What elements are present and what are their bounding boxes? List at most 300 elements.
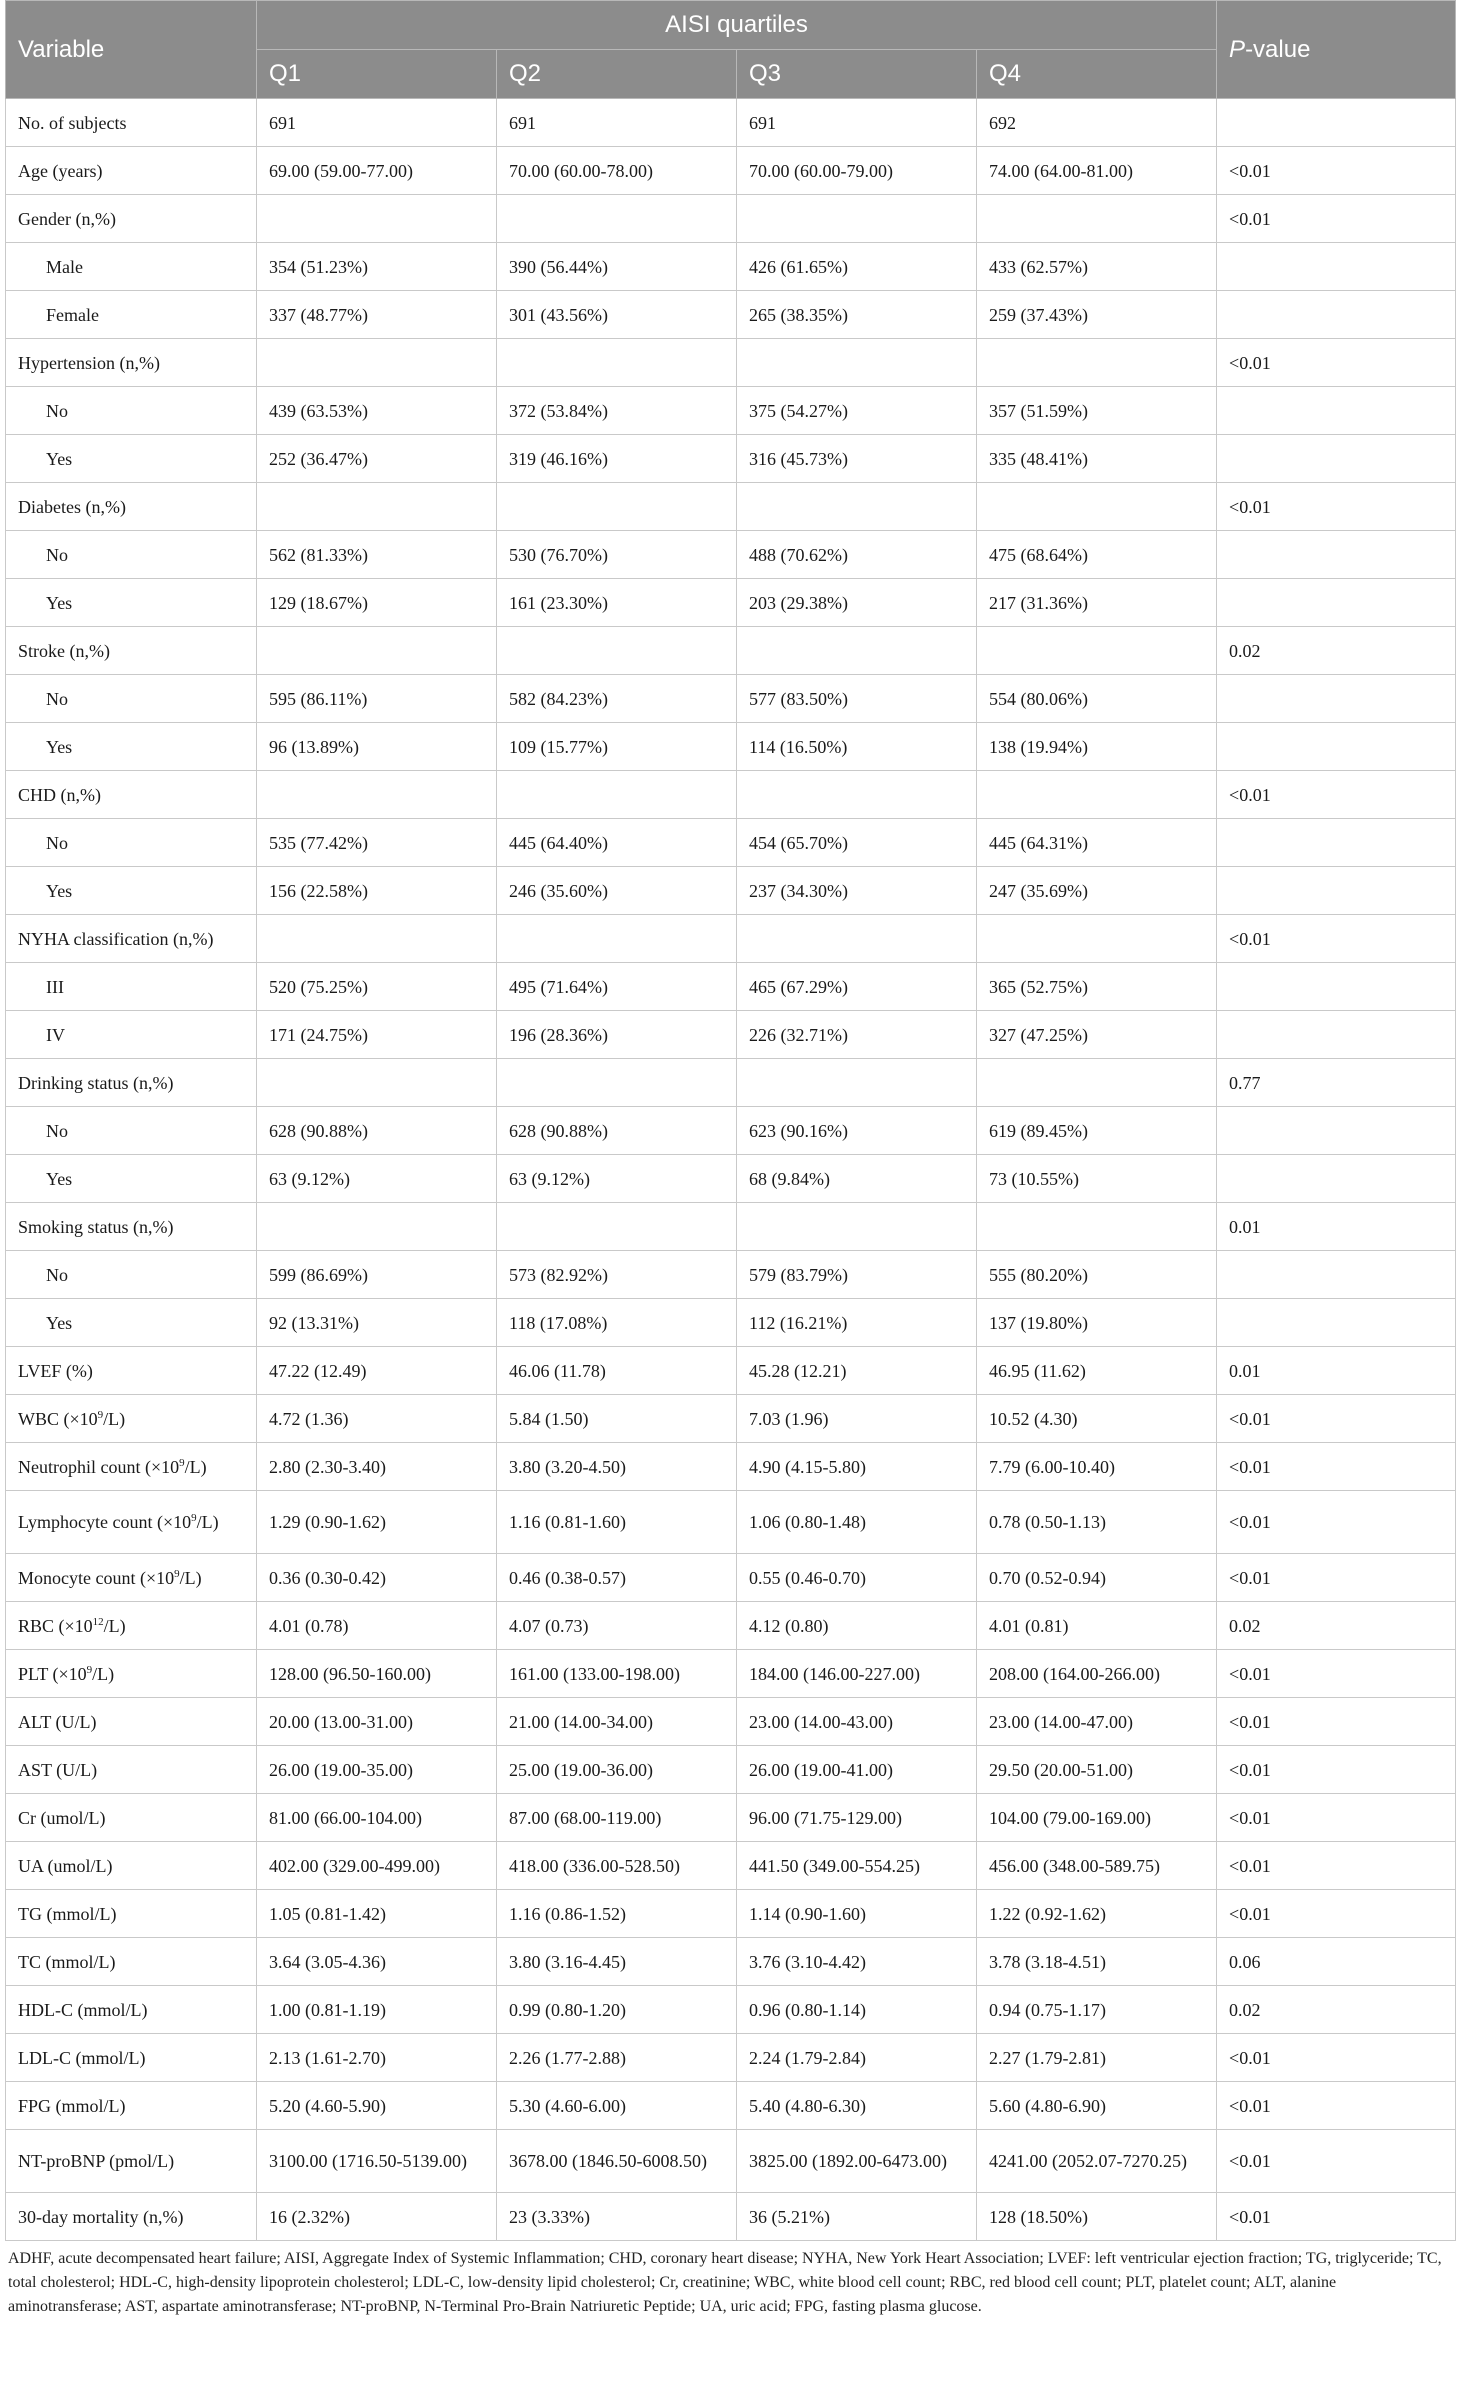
q2-cell: 21.00 (14.00-34.00) — [497, 1698, 737, 1746]
row-label — [6, 1347, 257, 1395]
table-row — [6, 483, 1456, 531]
q4-cell: 137 (19.80%) — [977, 1299, 1217, 1347]
q3-cell: 5.40 (4.80-6.30) — [737, 2082, 977, 2130]
table-row — [6, 1602, 1456, 1650]
row-label — [6, 1011, 257, 1059]
q2-cell: 573 (82.92%) — [497, 1251, 737, 1299]
q4-cell: 138 (19.94%) — [977, 723, 1217, 771]
q3-cell: 265 (38.35%) — [737, 291, 977, 339]
q3-cell: 114 (16.50%) — [737, 723, 977, 771]
q2-cell: 691 — [497, 99, 737, 147]
q2-cell: 46.06 (11.78) — [497, 1347, 737, 1395]
q3-cell: 465 (67.29%) — [737, 963, 977, 1011]
q1-cell — [257, 195, 497, 243]
q4-cell: 4241.00 (2052.07-7270.25) — [977, 2130, 1217, 2193]
q4-cell: 365 (52.75%) — [977, 963, 1217, 1011]
q3-cell — [737, 483, 977, 531]
q1-cell: 20.00 (13.00-31.00) — [257, 1698, 497, 1746]
row-label — [6, 387, 257, 435]
q4-cell: 217 (31.36%) — [977, 579, 1217, 627]
q4-cell: 23.00 (14.00-47.00) — [977, 1698, 1217, 1746]
q2-cell: 196 (28.36%) — [497, 1011, 737, 1059]
q4-cell: 5.60 (4.80-6.90) — [977, 2082, 1217, 2130]
q1-cell — [257, 1059, 497, 1107]
p-value-cell — [1217, 1251, 1456, 1299]
row-label-text: WBC (×10 — [18, 1408, 98, 1429]
q2-cell — [497, 483, 737, 531]
q1-cell: 252 (36.47%) — [257, 435, 497, 483]
table-row — [6, 1890, 1456, 1938]
q1-cell: 535 (77.42%) — [257, 819, 497, 867]
row-label-text: Gender (n,%) — [18, 208, 116, 229]
q2-cell: 1.16 (0.81-1.60) — [497, 1491, 737, 1554]
row-label — [6, 2130, 257, 2193]
row-label-exponent: 9 — [191, 1512, 197, 1524]
header-p-value — [1217, 1, 1456, 99]
table-row — [6, 819, 1456, 867]
table-body — [6, 99, 1456, 2241]
p-value-cell: <0.01 — [1217, 1554, 1456, 1602]
row-label-text: Yes — [46, 1168, 73, 1189]
row-label — [6, 963, 257, 1011]
row-label-text: Monocyte count (×10 — [18, 1567, 175, 1588]
q4-cell: 0.94 (0.75-1.17) — [977, 1986, 1217, 2034]
table-row — [6, 147, 1456, 195]
p-value-cell: 0.02 — [1217, 1986, 1456, 2034]
row-label-text: Neutrophil count (×10 — [18, 1456, 180, 1477]
q4-cell: 1.22 (0.92-1.62) — [977, 1890, 1217, 1938]
row-label — [6, 2082, 257, 2130]
p-value-cell — [1217, 387, 1456, 435]
row-label — [6, 579, 257, 627]
q2-cell: 2.26 (1.77-2.88) — [497, 2034, 737, 2082]
q4-cell: 433 (62.57%) — [977, 243, 1217, 291]
q2-cell: 5.84 (1.50) — [497, 1395, 737, 1443]
q3-cell — [737, 1203, 977, 1251]
p-value-cell: <0.01 — [1217, 339, 1456, 387]
q2-cell: 25.00 (19.00-36.00) — [497, 1746, 737, 1794]
q3-cell: 26.00 (19.00-41.00) — [737, 1746, 977, 1794]
table-row — [6, 1107, 1456, 1155]
row-label — [6, 1395, 257, 1443]
row-label-text: LDL-C (mmol/L) — [18, 2047, 146, 2068]
table-row — [6, 675, 1456, 723]
table-row — [6, 1650, 1456, 1698]
table-row — [6, 387, 1456, 435]
row-label-text: Diabetes (n,%) — [18, 496, 126, 517]
row-label — [6, 2193, 257, 2241]
q4-cell: 619 (89.45%) — [977, 1107, 1217, 1155]
table-row — [6, 1698, 1456, 1746]
p-value-cell: <0.01 — [1217, 1794, 1456, 1842]
q3-cell: 96.00 (71.75-129.00) — [737, 1794, 977, 1842]
header-p-prefix: P — [1229, 35, 1246, 63]
p-value-cell — [1217, 435, 1456, 483]
row-label — [6, 867, 257, 915]
q2-cell: 3.80 (3.20-4.50) — [497, 1443, 737, 1491]
q4-cell: 554 (80.06%) — [977, 675, 1217, 723]
table-row — [6, 723, 1456, 771]
table-row — [6, 2034, 1456, 2082]
q2-cell: 23 (3.33%) — [497, 2193, 737, 2241]
q3-cell: 23.00 (14.00-43.00) — [737, 1698, 977, 1746]
p-value-cell: <0.01 — [1217, 1491, 1456, 1554]
row-label — [6, 1938, 257, 1986]
row-label — [6, 1698, 257, 1746]
row-label — [6, 1842, 257, 1890]
q3-cell: 68 (9.84%) — [737, 1155, 977, 1203]
row-label-unit: /L) — [103, 1615, 126, 1636]
q1-cell: 4.01 (0.78) — [257, 1602, 497, 1650]
q1-cell: 92 (13.31%) — [257, 1299, 497, 1347]
header-q2: Q2 — [497, 50, 737, 99]
q3-cell: 36 (5.21%) — [737, 2193, 977, 2241]
row-label-text: Age (years) — [18, 160, 103, 181]
row-label-text: HDL-C (mmol/L) — [18, 1999, 148, 2020]
q1-cell: 2.13 (1.61-2.70) — [257, 2034, 497, 2082]
q3-cell: 237 (34.30%) — [737, 867, 977, 915]
p-value-cell: 0.77 — [1217, 1059, 1456, 1107]
q2-cell: 445 (64.40%) — [497, 819, 737, 867]
q1-cell — [257, 339, 497, 387]
q2-cell — [497, 771, 737, 819]
q2-cell: 3678.00 (1846.50-6008.50) — [497, 2130, 737, 2193]
header-p-suffix: -value — [1245, 35, 1311, 63]
row-label-text: Yes — [46, 880, 73, 901]
q2-cell — [497, 195, 737, 243]
q2-cell: 0.46 (0.38-0.57) — [497, 1554, 737, 1602]
row-label-text: PLT (×10 — [18, 1663, 87, 1684]
q3-cell: 4.12 (0.80) — [737, 1602, 977, 1650]
table-row — [6, 2130, 1456, 2193]
q3-cell: 203 (29.38%) — [737, 579, 977, 627]
q4-cell: 475 (68.64%) — [977, 531, 1217, 579]
row-label — [6, 483, 257, 531]
q1-cell: 69.00 (59.00-77.00) — [257, 147, 497, 195]
p-value-cell: 0.01 — [1217, 1203, 1456, 1251]
row-label — [6, 2034, 257, 2082]
row-label-unit: /L) — [103, 1408, 126, 1429]
q3-cell: 1.06 (0.80-1.48) — [737, 1491, 977, 1554]
q1-cell: 171 (24.75%) — [257, 1011, 497, 1059]
q1-cell: 81.00 (66.00-104.00) — [257, 1794, 497, 1842]
q3-cell: 226 (32.71%) — [737, 1011, 977, 1059]
row-label-text: TG (mmol/L) — [18, 1903, 117, 1924]
q1-cell: 16 (2.32%) — [257, 2193, 497, 2241]
q4-cell: 445 (64.31%) — [977, 819, 1217, 867]
row-label-text: Cr (umol/L) — [18, 1807, 106, 1828]
p-value-cell — [1217, 819, 1456, 867]
q4-cell: 128 (18.50%) — [977, 2193, 1217, 2241]
row-label-exponent: 9 — [174, 1567, 180, 1580]
table-row — [6, 1554, 1456, 1602]
q3-cell: 441.50 (349.00-554.25) — [737, 1842, 977, 1890]
table-footnote: ADHF, acute decompensated heart failure; AISI, Aggregate Index of Systemic Inflammation; CHD, coronary heart disease; NYHA, New York Heart Association; LVEF: left ventricular ejection fraction; TG, triglyceride; TC, total cholesterol; HDL-C, high-density lipoprotein cholesterol; LDL-C, low-density lipid cholesterol; Cr, creatinine; WBC, white blood cell count; RBC, red blood cell count; PLT, platelet count; ALT, alanine aminotransferase; AST, aspartate aminotransferase; NT-proBNP, N-Terminal Pro-Brain Natriuretic Peptide; UA, uric acid; FPG, fasting plasma glucose. — [8, 2250, 1442, 2315]
table-row — [6, 1794, 1456, 1842]
p-value-cell: <0.01 — [1217, 147, 1456, 195]
p-value-cell: <0.01 — [1217, 915, 1456, 963]
q2-cell: 118 (17.08%) — [497, 1299, 737, 1347]
q2-cell: 390 (56.44%) — [497, 243, 737, 291]
q3-cell: 579 (83.79%) — [737, 1251, 977, 1299]
q3-cell: 0.55 (0.46-0.70) — [737, 1554, 977, 1602]
q1-cell: 337 (48.77%) — [257, 291, 497, 339]
row-label-text: AST (U/L) — [18, 1759, 98, 1780]
row-label — [6, 435, 257, 483]
p-value-cell: <0.01 — [1217, 1746, 1456, 1794]
p-value-cell: 0.01 — [1217, 1347, 1456, 1395]
q4-cell — [977, 771, 1217, 819]
table-row — [6, 1443, 1456, 1491]
row-label-text: Lymphocyte count (×10 — [18, 1512, 192, 1532]
q1-cell — [257, 771, 497, 819]
q3-cell — [737, 195, 977, 243]
q3-cell: 691 — [737, 99, 977, 147]
q2-cell: 495 (71.64%) — [497, 963, 737, 1011]
q3-cell — [737, 1059, 977, 1107]
q4-cell: 46.95 (11.62) — [977, 1347, 1217, 1395]
q2-cell: 301 (43.56%) — [497, 291, 737, 339]
q4-cell: 327 (47.25%) — [977, 1011, 1217, 1059]
q1-cell: 2.80 (2.30-3.40) — [257, 1443, 497, 1491]
row-label-text: FPG (mmol/L) — [18, 2095, 126, 2116]
q3-cell: 3.76 (3.10-4.42) — [737, 1938, 977, 1986]
row-label-text: No — [46, 688, 68, 709]
q4-cell: 29.50 (20.00-51.00) — [977, 1746, 1217, 1794]
row-label — [6, 195, 257, 243]
q1-cell: 63 (9.12%) — [257, 1155, 497, 1203]
table-row — [6, 2082, 1456, 2130]
q1-cell: 562 (81.33%) — [257, 531, 497, 579]
q3-cell — [737, 627, 977, 675]
q3-cell: 3825.00 (1892.00-6473.00) — [737, 2130, 977, 2193]
table-row — [6, 1299, 1456, 1347]
p-value-cell: 0.02 — [1217, 1602, 1456, 1650]
row-label — [6, 675, 257, 723]
row-label — [6, 1251, 257, 1299]
q3-cell: 375 (54.27%) — [737, 387, 977, 435]
table-row — [6, 1347, 1456, 1395]
q1-cell: 628 (90.88%) — [257, 1107, 497, 1155]
p-value-cell: <0.01 — [1217, 195, 1456, 243]
q4-cell: 74.00 (64.00-81.00) — [977, 147, 1217, 195]
row-label-text: Hypertension (n,%) — [18, 352, 160, 373]
row-label — [6, 1491, 257, 1554]
row-label — [6, 1155, 257, 1203]
data-table — [5, 0, 1456, 2241]
table-row — [6, 195, 1456, 243]
q3-cell: 184.00 (146.00-227.00) — [737, 1650, 977, 1698]
row-label-exponent: 9 — [179, 1456, 185, 1469]
row-label — [6, 1059, 257, 1107]
q3-cell: 623 (90.16%) — [737, 1107, 977, 1155]
p-value-cell: 0.02 — [1217, 627, 1456, 675]
q4-cell — [977, 1059, 1217, 1107]
p-value-cell — [1217, 1107, 1456, 1155]
q2-cell: 1.16 (0.86-1.52) — [497, 1890, 737, 1938]
q1-cell: 354 (51.23%) — [257, 243, 497, 291]
row-label-text: III — [46, 976, 64, 997]
table-row — [6, 963, 1456, 1011]
row-label-text: Yes — [46, 736, 73, 757]
q4-cell: 0.78 (0.50-1.13) — [977, 1491, 1217, 1554]
q3-cell — [737, 339, 977, 387]
q2-cell: 246 (35.60%) — [497, 867, 737, 915]
row-label-text: LVEF (%) — [18, 1360, 93, 1381]
table-row — [6, 1203, 1456, 1251]
q1-cell: 402.00 (329.00-499.00) — [257, 1842, 497, 1890]
q2-cell: 582 (84.23%) — [497, 675, 737, 723]
header-group: AISI quartiles — [257, 1, 1217, 50]
table-row — [6, 1251, 1456, 1299]
q2-cell — [497, 339, 737, 387]
row-label-exponent: 9 — [97, 1408, 104, 1421]
q1-cell: 5.20 (4.60-5.90) — [257, 2082, 497, 2130]
table-row — [6, 1491, 1456, 1554]
row-label — [6, 1890, 257, 1938]
q1-cell: 3.64 (3.05-4.36) — [257, 1938, 497, 1986]
p-value-cell — [1217, 579, 1456, 627]
row-label — [6, 915, 257, 963]
row-label-text: Female — [46, 304, 99, 325]
row-label-text: NT-proBNP (pmol/L) — [18, 2151, 175, 2171]
row-label-text: No — [46, 832, 68, 853]
q2-cell: 161.00 (133.00-198.00) — [497, 1650, 737, 1698]
q2-cell — [497, 1059, 737, 1107]
q4-cell: 73 (10.55%) — [977, 1155, 1217, 1203]
row-label-text: Drinking status (n,%) — [18, 1072, 174, 1093]
q1-cell — [257, 915, 497, 963]
row-label — [6, 531, 257, 579]
row-label — [6, 627, 257, 675]
q4-cell — [977, 915, 1217, 963]
q2-cell: 161 (23.30%) — [497, 579, 737, 627]
table-row — [6, 291, 1456, 339]
q3-cell: 426 (61.65%) — [737, 243, 977, 291]
q2-cell: 4.07 (0.73) — [497, 1602, 737, 1650]
q4-cell — [977, 1203, 1217, 1251]
row-label — [6, 291, 257, 339]
q4-cell: 0.70 (0.52-0.94) — [977, 1554, 1217, 1602]
row-label — [6, 1203, 257, 1251]
q3-cell: 488 (70.62%) — [737, 531, 977, 579]
row-label-text: 30-day mortality (n,%) — [18, 2206, 184, 2227]
q1-cell — [257, 483, 497, 531]
p-value-cell: <0.01 — [1217, 2130, 1456, 2193]
row-label-text: ALT (U/L) — [18, 1711, 97, 1732]
table-row — [6, 579, 1456, 627]
table-row — [6, 867, 1456, 915]
row-label — [6, 339, 257, 387]
q1-cell — [257, 1203, 497, 1251]
header-q1: Q1 — [257, 50, 497, 99]
row-label — [6, 819, 257, 867]
table-row — [6, 771, 1456, 819]
q2-cell — [497, 1203, 737, 1251]
row-label-text: CHD (n,%) — [18, 784, 101, 805]
table-row — [6, 1746, 1456, 1794]
row-label-text: No. of subjects — [18, 112, 127, 133]
table-row — [6, 531, 1456, 579]
table-row — [6, 2193, 1456, 2241]
p-value-cell — [1217, 531, 1456, 579]
p-value-cell — [1217, 1299, 1456, 1347]
table-row — [6, 1938, 1456, 1986]
q4-cell: 3.78 (3.18-4.51) — [977, 1938, 1217, 1986]
p-value-cell — [1217, 1155, 1456, 1203]
q3-cell: 2.24 (1.79-2.84) — [737, 2034, 977, 2082]
p-value-cell: 0.06 — [1217, 1938, 1456, 1986]
row-label-text: Smoking status (n,%) — [18, 1216, 174, 1237]
q1-cell: 47.22 (12.49) — [257, 1347, 497, 1395]
row-label — [6, 1650, 257, 1698]
row-label — [6, 723, 257, 771]
q1-cell: 599 (86.69%) — [257, 1251, 497, 1299]
table-row — [6, 1842, 1456, 1890]
row-label-exponent: 12 — [92, 1615, 104, 1628]
q4-cell — [977, 339, 1217, 387]
header-q4: Q4 — [977, 50, 1217, 99]
p-value-cell: <0.01 — [1217, 771, 1456, 819]
q4-cell: 456.00 (348.00-589.75) — [977, 1842, 1217, 1890]
row-label-text: TC (mmol/L) — [18, 1951, 116, 1972]
p-value-cell — [1217, 963, 1456, 1011]
q3-cell — [737, 771, 977, 819]
row-label — [6, 1794, 257, 1842]
row-label — [6, 1986, 257, 2034]
q4-cell: 247 (35.69%) — [977, 867, 1217, 915]
row-label — [6, 1554, 257, 1602]
q3-cell: 0.96 (0.80-1.14) — [737, 1986, 977, 2034]
row-label-text: No — [46, 400, 68, 421]
q2-cell: 87.00 (68.00-119.00) — [497, 1794, 737, 1842]
q1-cell: 439 (63.53%) — [257, 387, 497, 435]
q3-cell: 577 (83.50%) — [737, 675, 977, 723]
q4-cell: 2.27 (1.79-2.81) — [977, 2034, 1217, 2082]
q2-cell: 319 (46.16%) — [497, 435, 737, 483]
row-label — [6, 147, 257, 195]
table-row — [6, 1059, 1456, 1107]
p-value-cell — [1217, 99, 1456, 147]
q1-cell: 1.00 (0.81-1.19) — [257, 1986, 497, 2034]
row-label-text: Yes — [46, 592, 73, 613]
q3-cell: 4.90 (4.15-5.80) — [737, 1443, 977, 1491]
row-label — [6, 243, 257, 291]
q4-cell — [977, 627, 1217, 675]
q1-cell — [257, 627, 497, 675]
row-label — [6, 1107, 257, 1155]
header-q3: Q3 — [737, 50, 977, 99]
q2-cell: 0.99 (0.80-1.20) — [497, 1986, 737, 2034]
row-label-unit: /L) — [179, 1567, 202, 1588]
q1-cell: 1.05 (0.81-1.42) — [257, 1890, 497, 1938]
p-value-cell: <0.01 — [1217, 2082, 1456, 2130]
q2-cell — [497, 627, 737, 675]
row-label-text: Yes — [46, 448, 73, 469]
row-label-unit: /L) — [184, 1456, 207, 1477]
q1-cell: 1.29 (0.90-1.62) — [257, 1491, 497, 1554]
q2-cell: 3.80 (3.16-4.45) — [497, 1938, 737, 1986]
q1-cell: 0.36 (0.30-0.42) — [257, 1554, 497, 1602]
q3-cell: 112 (16.21%) — [737, 1299, 977, 1347]
table-row — [6, 627, 1456, 675]
row-label-text: UA (umol/L) — [18, 1855, 113, 1876]
q4-cell: 10.52 (4.30) — [977, 1395, 1217, 1443]
q4-cell: 104.00 (79.00-169.00) — [977, 1794, 1217, 1842]
p-value-cell — [1217, 675, 1456, 723]
q4-cell: 7.79 (6.00-10.40) — [977, 1443, 1217, 1491]
row-label — [6, 1746, 257, 1794]
